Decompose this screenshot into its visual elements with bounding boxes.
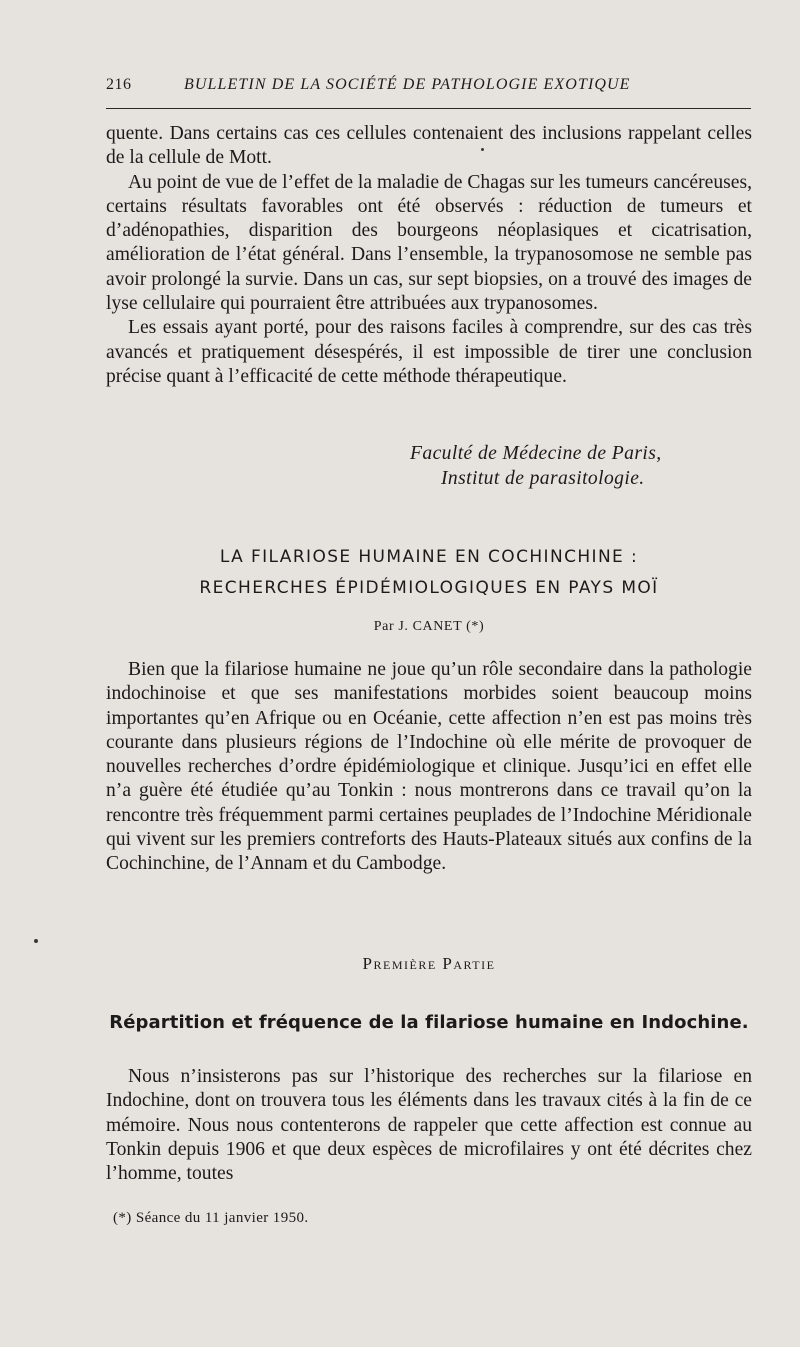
affiliation-faculty: Faculté de Médecine de Paris,: [410, 443, 662, 464]
section-heading: Répartition et fréquence de la filariose humaine en Indochine.: [109, 1012, 749, 1033]
section-text: [106, 1065, 752, 1186]
article-title-line1: LA FILARIOSE HUMAINE EN COCHINCHINE :: [219, 547, 639, 567]
running-title: BULLETIN DE LA SOCIÉTÉ DE PATHOLOGIE EXOTIQUE: [184, 76, 631, 93]
header-rule: [106, 108, 751, 109]
part-heading: Première Partie: [362, 954, 496, 973]
paragraph: quente. Dans certains cas ces cellules contenaient des inclusions rappelant celles de la cellule de Mott.: [106, 123, 752, 169]
print-speck: [481, 148, 484, 151]
intro-text: [106, 658, 752, 877]
page-header: [106, 76, 752, 106]
affiliation-institute: Institut de parasitologie.: [441, 468, 645, 489]
paragraph: Bien que la filariose humaine ne joue qu’un rôle secondaire dans la pathologie indochinoise et que ses manifestations morbides soient beaucoup moins importantes qu’en Afrique ou en Océanie, cette affection n’en est pas moins très courante dans plusieurs régions de l’Indochine où elle mérite de provoquer de nouvelles recherches d’ordre épidémiologique et clinique. Jusqu’ici en effet elle n’a guère été étudiée qu’au Tonkin : nous montrerons dans ce travail qu’on la rencontre très fréquemment parmi certaines peuplades de l’Indochine Méridionale qui vivent sur les premiers contreforts des Hauts-Plateaux situés aux confins de la Cochinchine, de l’Annam et du Cambodge.: [106, 659, 752, 875]
paragraph: Nous n’insisterons pas sur l’historique des recherches sur la filariose en Indochine, dont on trouvera tous les éléments dans les travaux cités à la fin de ce mémoire. Nous nous contenterons de rappeler que cette affection est connue au Tonkin depuis 1906 et que deux espèces de microfilaires y ont été décrites chez l’homme, toutes: [106, 1066, 752, 1185]
paragraph: Les essais ayant porté, pour des raisons faciles à comprendre, sur des cas très avancés et pratiquement désespérés, il est impossible de tirer une conclusion précise quant à l’efficacité de cette méthode thérapeutique.: [106, 317, 752, 387]
article-title-line2: RECHERCHES ÉPIDÉMIOLOGIQUES EN PAYS MOÏ: [199, 578, 659, 598]
print-speck: [34, 939, 38, 943]
footnote: (*) Séance du 11 janvier 1950.: [113, 1210, 309, 1226]
page-number: 216: [106, 76, 132, 93]
article-author: Par J. CANET (*): [373, 619, 485, 634]
previous-article-text: [106, 122, 752, 389]
paragraph: Au point de vue de l’effet de la maladie de Chagas sur les tumeurs cancéreuses, certains résultats favorables ont été observés : réduction de tumeurs et d’adénopathies, disparition des bourgeons néoplasiques et cicatrisation, amélioration de l’état général. Dans l’ensemble, la trypanosomose ne semble pas avoir prolongé la survie. Dans un cas, sur sept biopsies, on a trouvé des images de lyse cellulaire qui pourraient être attribuées aux trypanosomes.: [106, 171, 752, 315]
